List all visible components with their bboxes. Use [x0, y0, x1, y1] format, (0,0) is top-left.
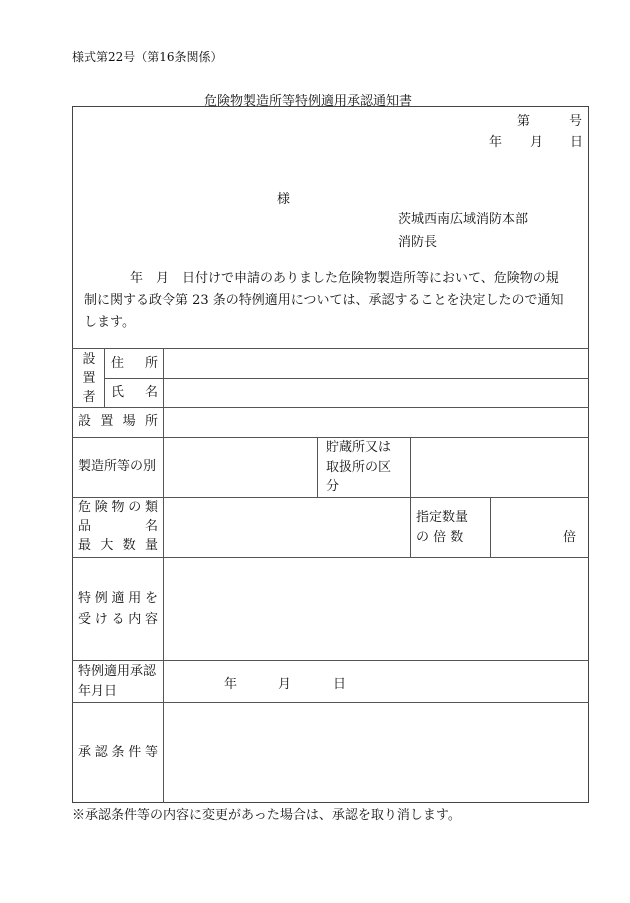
date-day: 日	[570, 135, 584, 150]
number-go: 号	[569, 114, 583, 129]
sender-org: 茨城西南広域消防本部	[398, 212, 529, 227]
installer-char: 設	[82, 352, 96, 367]
address-label: 住 所	[111, 356, 158, 371]
body-line-2: 制に関する政令第 23 条の特例適用については、承認することを決定したので通知	[84, 293, 564, 308]
document-title: 危険物製造所等特例適用承認通知書	[204, 94, 413, 109]
name-label: 氏 名	[111, 385, 158, 400]
special-content-field[interactable]	[164, 558, 588, 659]
footnote: ※承認条件等の内容に変更があった場合は、承認を取り消します。	[72, 808, 461, 823]
date-month: 月	[530, 135, 544, 150]
multiple-unit: 倍	[563, 530, 577, 545]
conditions-field[interactable]	[164, 703, 588, 802]
hazmat-labels: 危 険 物 の 類 品 名 最 大 数 量	[78, 500, 158, 553]
approval-month: 月	[278, 677, 292, 692]
number-dai: 第	[517, 114, 531, 129]
approval-date-label: 特例適用承認 年月日	[78, 664, 157, 699]
hazmat-field[interactable]	[164, 498, 409, 556]
installer-label	[81, 350, 97, 407]
location-label: 設 置 場 所	[78, 414, 158, 429]
installer-char: 者	[82, 390, 96, 405]
address-field[interactable]	[164, 349, 588, 377]
approval-day: 日	[333, 677, 347, 692]
form-number: 様式第22号（第16条関係）	[72, 50, 223, 64]
name-field[interactable]	[164, 379, 588, 406]
storage-class-field[interactable]	[411, 438, 588, 496]
sender-title: 消防長	[398, 235, 438, 250]
body-line-3: します。	[84, 315, 135, 330]
approval-year: 年	[224, 677, 238, 692]
special-content-label: 特 例 適 用 を 受 け る 内 容	[78, 591, 158, 627]
storage-class-label: 貯蔵所又は 取扱所の区 分	[326, 440, 392, 494]
body-line-1: 年 月 日付けで申請のありました危険物製造所等において、危険物の規	[130, 271, 559, 286]
facility-type-label: 製造所等の別	[78, 459, 157, 474]
conditions-label: 承 認 条 件 等	[78, 745, 158, 760]
multiple-label: 指定数量 の 倍 数	[416, 510, 469, 545]
facility-type-field[interactable]	[164, 438, 316, 496]
date-year: 年	[489, 135, 503, 150]
addressee-suffix: 様	[277, 192, 291, 207]
location-field[interactable]	[164, 408, 588, 436]
installer-char: 置	[82, 371, 96, 386]
